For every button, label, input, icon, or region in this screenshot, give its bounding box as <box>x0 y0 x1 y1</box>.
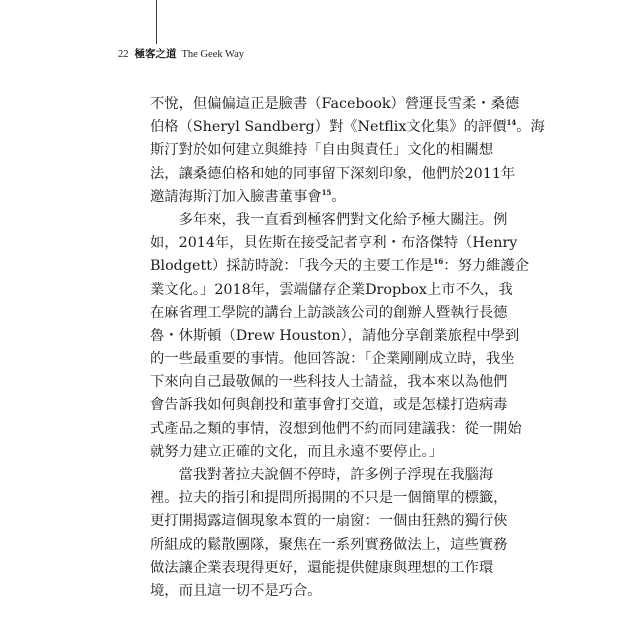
footnote-marker: 15 <box>321 187 332 197</box>
text-fragment: 邀請海斯汀加入臉書董事會 <box>150 188 322 205</box>
paragraph-3 <box>150 464 508 603</box>
text-line: 業文化。」2018年，雲端儲存企業Dropbox上市不久，我 <box>150 281 513 298</box>
text-line: 斯汀對於如何建立與維持「自由與責任」文化的相關想 <box>150 142 494 159</box>
text-line <box>150 255 530 278</box>
text-fragment: 。 <box>331 188 346 205</box>
footnote-marker: 14 <box>506 118 517 128</box>
text-line: 更打開揭露這個現象本質的一扇窗：一個由狂熱的獨行俠 <box>150 513 508 530</box>
text-line: 當我對著拉夫說個不停時，許多例子浮現在我腦海 <box>150 467 494 483</box>
running-header <box>118 47 244 61</box>
paragraph-2 <box>150 209 530 464</box>
text-line: 多年來，我一直看到極客們對文化給予極大關注。例 <box>150 211 508 228</box>
text-fragment: Blodgett）採訪時說：「我今天的主要工作是 <box>150 258 434 275</box>
paragraph-1 <box>150 93 545 209</box>
text-line: 會告訴我如何與創投和董事會打交道，或是怎樣打造病毒 <box>150 397 508 414</box>
text-fragment: ：努力維護企 <box>443 258 530 275</box>
book-title-chinese: 極客之道 <box>134 48 177 60</box>
text-line: 裡。拉夫的指引和提問所揭開的不只是一個簡單的標籤， <box>150 490 508 507</box>
text-fragment: 。海 <box>516 119 545 136</box>
text-fragment: 伯格（Sheryl Sandberg）對《Netflix文化集》的評價 <box>150 119 507 136</box>
text-line: 的一些最重要的事情。他回答說：「企業剛剛成立時，我坐 <box>150 351 515 368</box>
body-text <box>150 93 545 603</box>
text-line: 式產品之類的事情，沒想到他們不約而同建議我：從一開始 <box>150 420 522 437</box>
text-line <box>150 186 490 209</box>
text-line: 就努力建立正確的文化，而且永遠不要停止。」 <box>150 443 444 460</box>
text-line: 做法讓企業表現得更好，還能提供健康與理想的工作環 <box>150 559 494 576</box>
text-line: 魯・休斯頓（Drew Houston），請他分享創業旅程中學到 <box>150 327 520 344</box>
text-line <box>150 116 545 139</box>
page-number: 22 <box>118 49 129 60</box>
text-line: 法，讓桑德伯格和她的同事留下深刻印象，他們於2011年 <box>150 165 516 182</box>
text-line: 如，2014年，貝佐斯在接受記者亨利・布洛傑特（Henry <box>150 235 518 252</box>
text-line: 在麻省理工學院的講台上訪談該公司的創辦人暨執行長德 <box>150 304 508 321</box>
text-line: 不悅，但偏偏這正是臉書（Facebook）營運長雪柔・桑德 <box>150 96 520 112</box>
header-divider-line <box>156 0 157 44</box>
text-line: 下來向自己最敬佩的一些科技人士請益，我本來以為他們 <box>150 374 508 391</box>
book-title-english: The Geek Way <box>181 49 245 60</box>
text-line: 境，而且這一切不是巧合。 <box>150 582 322 599</box>
text-line: 所組成的鬆散團隊，聚焦在一系列實務做法上，這些實務 <box>150 536 508 553</box>
footnote-marker: 16 <box>433 257 444 267</box>
